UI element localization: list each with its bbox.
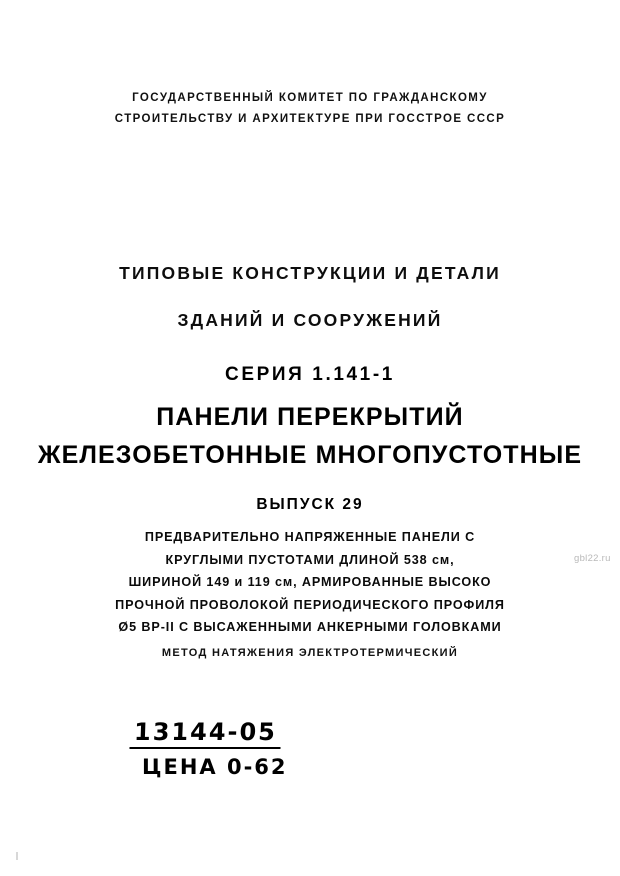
page-title <box>0 398 620 474</box>
issue-number-text: ВЫПУСК 29 <box>256 496 364 513</box>
series-number-text: СЕРИЯ 1.141-1 <box>225 364 395 385</box>
description-line-2: КРУГЛЫМИ ПУСТОТАМИ ДЛИНОЙ 538 см, <box>165 552 455 567</box>
description-line-5: Ø5 ВР-II С ВЫСАЖЕННЫМИ АНКЕРНЫМИ ГОЛОВКАМИ <box>118 620 502 635</box>
page-title-line-1: ПАНЕЛИ ПЕРЕКРЫТИЙ <box>156 403 464 431</box>
description-line-3: ШИРИНОЙ 149 и 119 см, АРМИРОВАННЫЕ ВЫСОКО <box>128 575 492 590</box>
series-number <box>0 364 620 386</box>
description-line-1: ПРЕДВАРИТЕЛЬНО НАПРЯЖЕННЫЕ ПАНЕЛИ С <box>144 530 476 544</box>
document-price: ЦЕНА 0-62 <box>142 755 288 779</box>
description-paragraph <box>0 526 620 639</box>
series-type-heading <box>0 250 620 344</box>
method-note <box>0 647 620 659</box>
document-footer <box>130 718 390 779</box>
series-type-line-2: ЗДАНИЙ И СООРУЖЕНИЙ <box>177 310 443 330</box>
scan-artifact <box>16 852 18 860</box>
organization-line-1: ГОСУДАРСТВЕННЫЙ КОМИТЕТ ПО ГРАЖДАНСКОМУ <box>132 92 488 104</box>
page-title-line-2: ЖЕЛЕЗОБЕТОННЫЕ МНОГОПУСТОТНЫЕ <box>37 441 583 469</box>
issue-number <box>0 496 620 514</box>
series-type-line-1: ТИПОВЫЕ КОНСТРУКЦИИ И ДЕТАЛИ <box>119 263 501 283</box>
organization-line-2: СТРОИТЕЛЬСТВУ И АРХИТЕКТУРЕ ПРИ ГОССТРОЕ СССР <box>114 113 506 125</box>
organization-header <box>0 88 620 130</box>
watermark: gbl22.ru <box>574 553 611 564</box>
document-code: 13144-05 <box>129 718 281 749</box>
description-line-4: ПРОЧНОЙ ПРОВОЛОКОЙ ПЕРИОДИЧЕСКОГО ПРОФИЛЯ <box>115 597 505 612</box>
method-note-text: МЕТОД НАТЯЖЕНИЯ ЭЛЕКТРОТЕРМИЧЕСКИЙ <box>161 647 459 659</box>
